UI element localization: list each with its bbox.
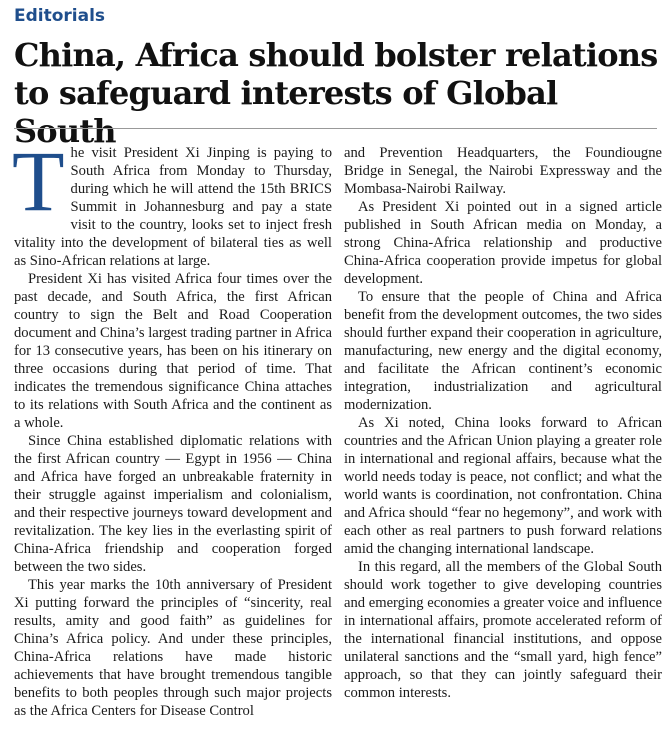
article-paragraph-3: Since China established diplomatic relations with the first African country — Egypt in 1956 — China and Africa have forged an unbreakable fraternity in their struggle against imperialism and colonialism, and their respective journeys toward development and revitalization. The key lies in the everlasting spirit of China-Africa friendship and cooperation forged between the two sides. [14, 433, 332, 575]
article-paragraph-8: In this regard, all the members of the Global South should work together to give developing countries and emerging economies a greater voice and influence in international affairs, promote accelerated reform of the international financial institutions, and oppose unilateral sanctions and the “small yard, high fence” approach, so that they can jointly safeguard their common interests. [344, 559, 662, 701]
article-paragraph-2: President Xi has visited Africa four times over the past decade, and South Africa, the first African country to sign the Belt and Road Cooperation document and China’s largest trading partner in Africa for 13 consecutive years, has been on his itinerary on three occasions during that period of time. That indicates the tremendous significance China attaches to its relations with South Africa and the continent as a whole. [14, 271, 332, 431]
section-label: Editorials [14, 6, 106, 26]
drop-cap: T [12, 133, 65, 229]
article-paragraph-5: As President Xi pointed out in a signed article published in South African media on Monday, a strong China-Africa relationship and productive China-Africa cooperation provide impetus for global development. [344, 199, 662, 287]
article-paragraph-6: To ensure that the people of China and Africa benefit from the development outcomes, the two sides should further expand their cooperation in agriculture, manufacturing, new energy and the digital economy, and facilitate the African continent’s economic integration, industrialization and agricultural modernization. [344, 289, 662, 413]
divider [14, 128, 657, 129]
headline-line-1: China, Africa should bolster relations [14, 36, 658, 74]
headline [14, 36, 664, 150]
article-column-left [12, 133, 332, 720]
headline-line-2: to safeguard interests of Global South [14, 74, 558, 150]
article-paragraph-7: As Xi noted, China looks forward to African countries and the African Union playing a greater role in international and regional affairs, because what the world needs today is peace, not conflict; and what the world wants is coordination, not confrontation. China and Africa should “fear no hegemony”, and work with each other as real partners to push forward relations amid the changing international landscape. [344, 415, 662, 557]
article-paragraph-1: The visit President Xi Jinping is paying to South Africa from Monday to Thursday, during which he will attend the 15th BRICS Summit in Johannesburg and pay a state visit to the country, looks set to inject fresh vitality into the development of bilateral ties as well as Sino-African relations at large. [12, 133, 332, 269]
article-column-right [344, 144, 662, 702]
article-paragraph-4-continued: and Prevention Headquarters, the Foundiougne Bridge in Senegal, the Nairobi Expressway and the Mombasa-Nairobi Railway. [344, 145, 662, 197]
article-paragraph-4: This year marks the 10th anniversary of President Xi putting forward the principles of “sincerity, real results, amity and good faith” as guidelines for China’s Africa policy. And under these principles, China-Africa relations have made historic achievements that have brought tremendous tangible benefits to both peoples through such major projects as the Africa Centers for Disease Control [14, 577, 332, 719]
